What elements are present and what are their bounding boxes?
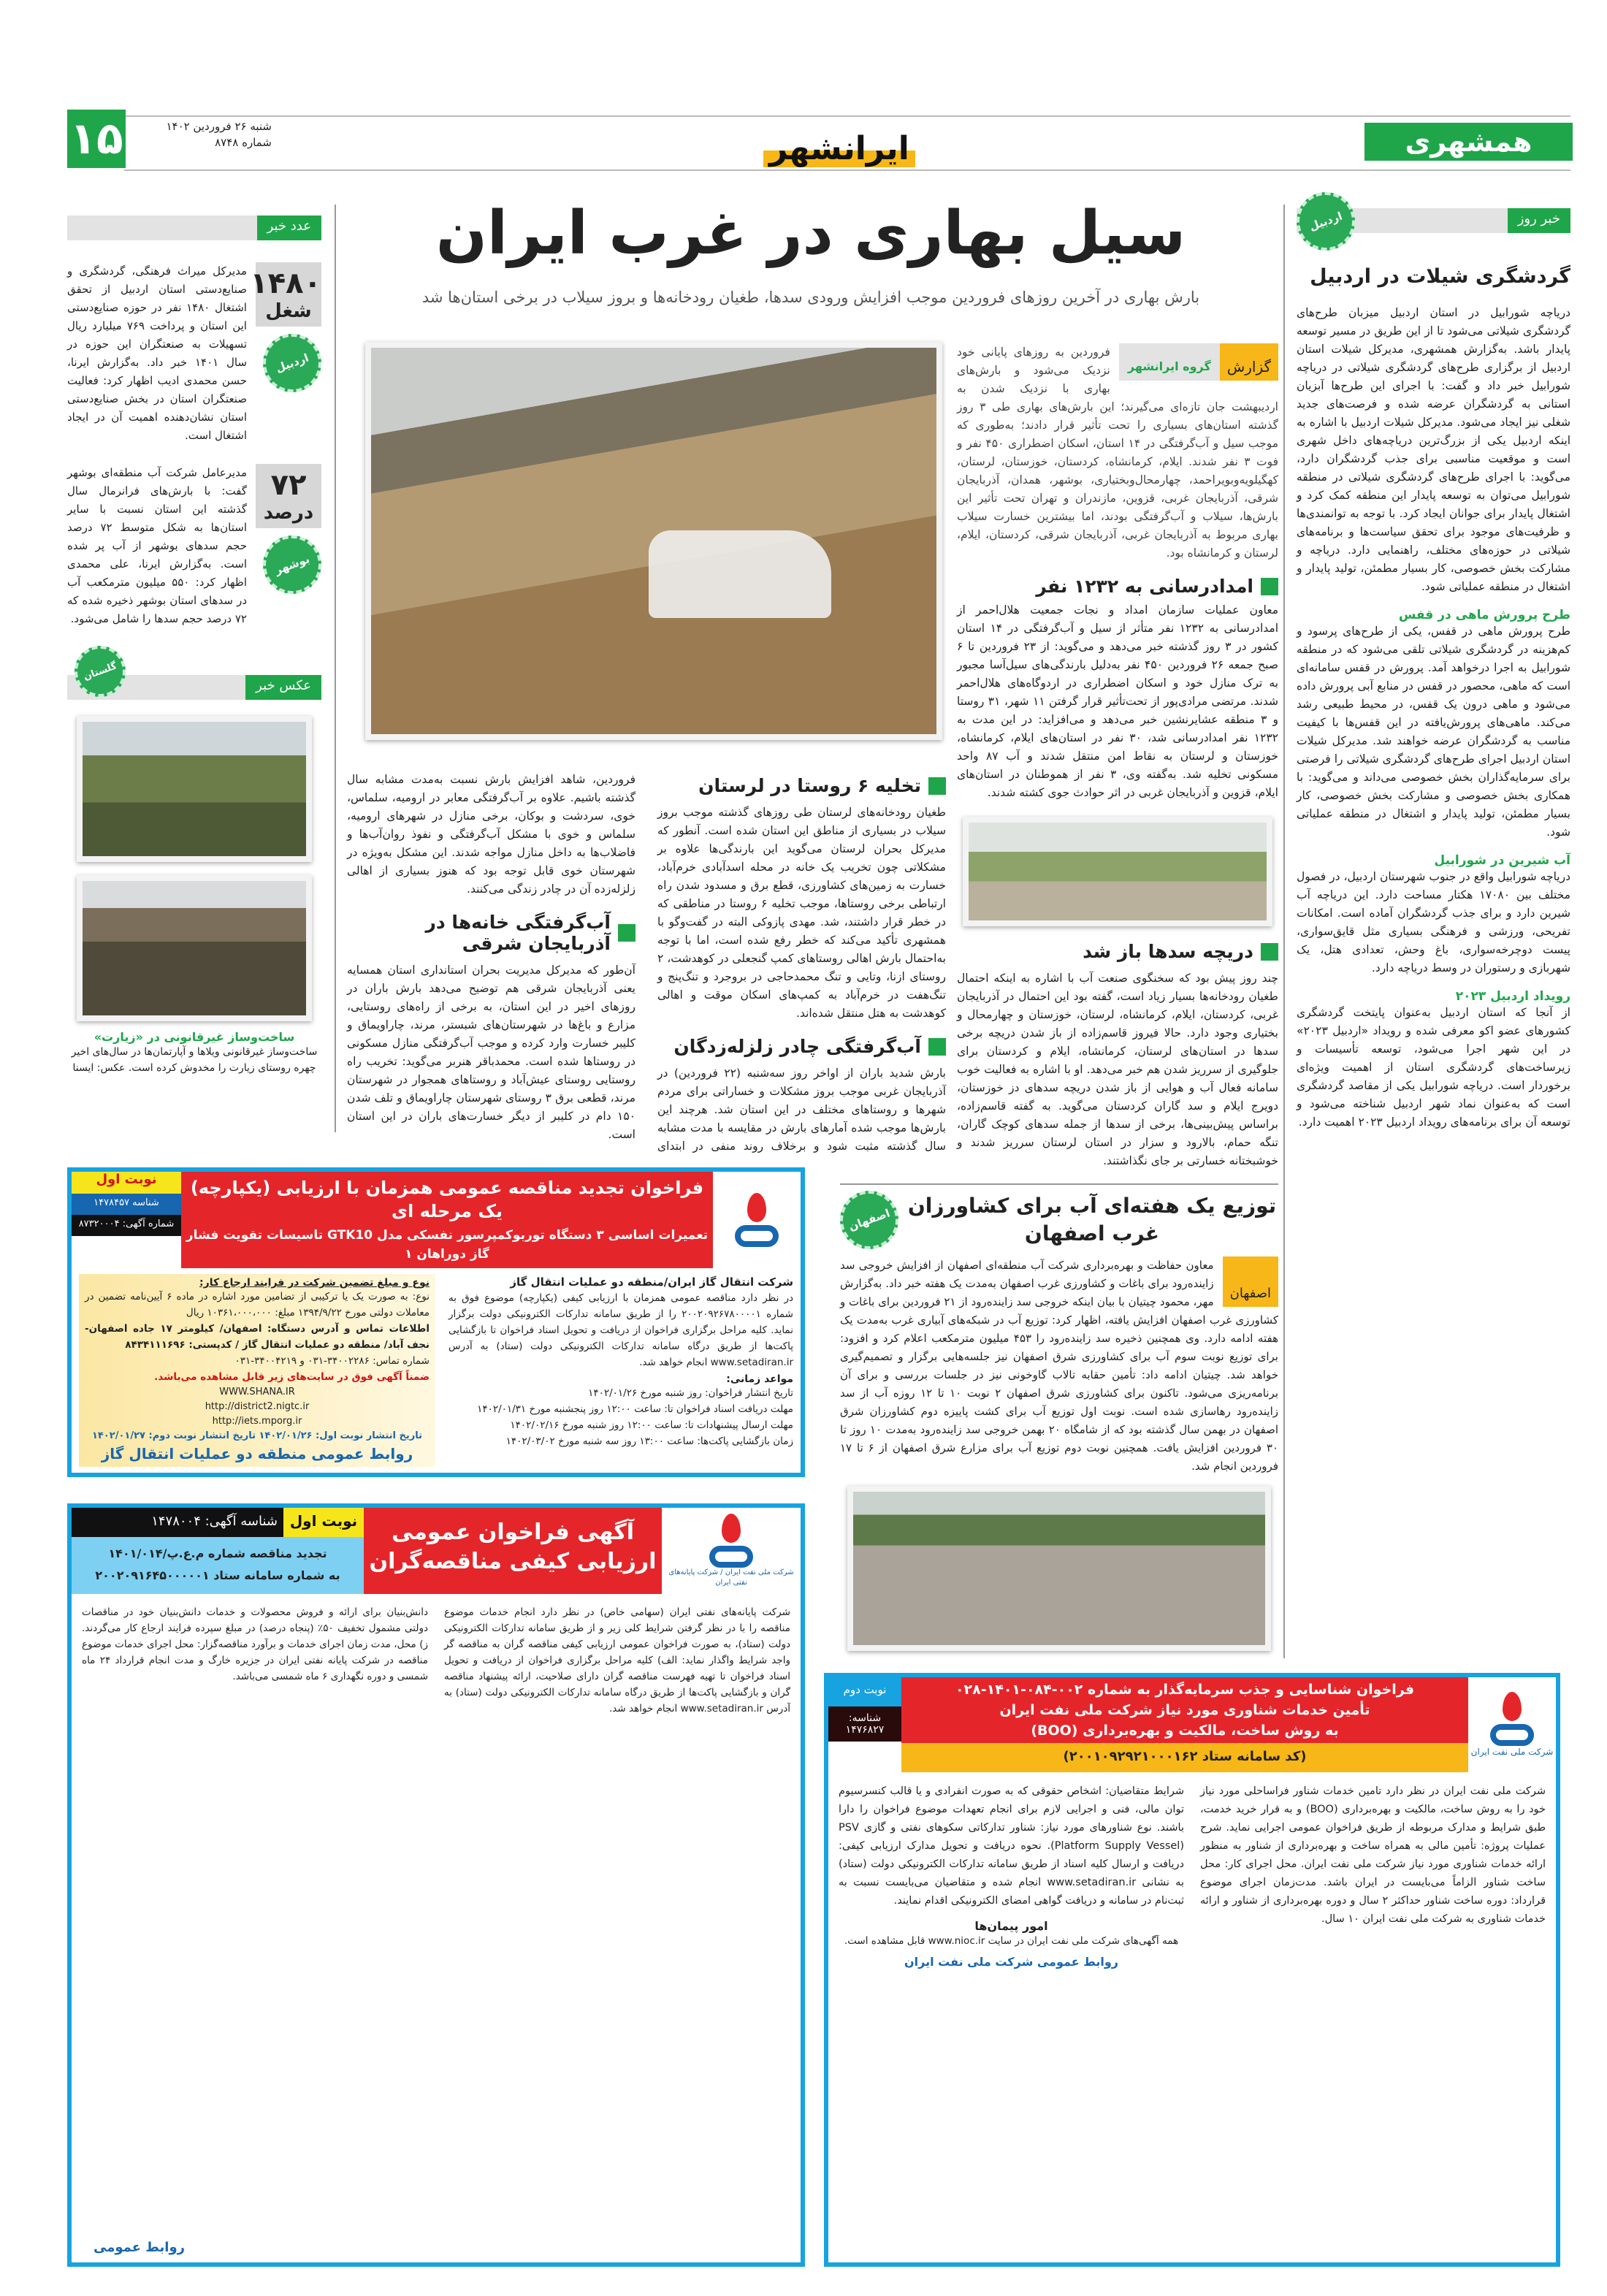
logo-text: شرکت ملی نفت ایران / شرکت پایانه‌های نفتی ایران (668, 1568, 794, 1587)
ad-links (85, 1385, 430, 1429)
date-value: ساعت ۱۳:۰۰ روز سه شنبه مورخ ۱۴۰۲/۰۳/۰۲ (505, 1435, 695, 1447)
setad-number: به شماره سامانه ستاد ۲۰۰۲۰۹۱۶۴۵۰۰۰۰۰۱ (95, 1568, 340, 1582)
seal-golestan: گلستان (67, 638, 133, 704)
date-label: تاریخ انتشار فراخوان: (705, 1387, 793, 1399)
byline: گروه ایرانشهر (1119, 343, 1220, 381)
label-text: عکس خبر (245, 675, 321, 700)
river-photo (847, 1486, 1271, 1651)
section-logo: ایرانشهر (763, 130, 915, 167)
flame-icon (747, 1193, 766, 1222)
paragraph: دریاچه شورابیل واقع در جنوب شهرستان اردبیل، در فصول مختلف بین ۱۷۰۸۰ هکتار مساحت دارد. این دریاچه آب شیرین دارد و برای جذب گردشگران آماده است. امکانات تفریحی، ورزشی و فرهنگی بسیاری مثل قایق‌سواری، پیست دوچرخه‌سواری، باغ وحش، تعدادی هتل، یک شهربازی و رستوران در وسط دریاچه دارد. (1297, 870, 1570, 975)
guarantee-text: نوع: به صورت یک یا ترکیبی از تضامین مورد اشاره در ماده ۶ آیین‌نامه تضمین در معاملات دولتی مورخ ۱۳۹۴/۹/۲۲ مبلغ: ۱۰۳۶۱،۰۰۰،۰۰۰ ریال (85, 1291, 430, 1319)
guarantee-title: نوع و مبلغ تضمین شرکت در فرایند ارجاع کار: (199, 1277, 430, 1289)
column-divider (1283, 205, 1285, 1658)
isfahan-article (840, 1183, 1278, 1651)
unit: درصد (263, 502, 314, 524)
article-title: گردشگری شیلات در اردبیل (1310, 265, 1570, 288)
kicker: اصفهان (1223, 1256, 1278, 1307)
ad-number: شماره آگهی: ۸۷۳۲۰۰۰۴ (72, 1215, 181, 1236)
caption-text: ساخت‌وساز غیرقانونی ویلاها و آپارتمان‌ها در سال‌های اخیر چهره روستای زیارت را مخدوش کرده است. عکس: ایسنا (71, 1046, 318, 1074)
link[interactable]: http://iets.mporg.ir (212, 1416, 302, 1427)
ad-oil-terminals (67, 1503, 805, 2267)
ad-text: در نظر دارد مناقصه عمومی همزمان با ارزیابی کیفی (یکپارچه) موضوع فوق به شماره ۲۰۰۲۰۹۲۶۷۸۰۰۰۰۱ را از طریق سامانه تدارکات الکترونیکی دولت برگزار نماید. کلیه مراحل برگزاری فراخوان از دریافت و تحویل اسناد فراخوان تا بازگشایی پاکت‌ها از طریق درگاه سامانه تدارکات الکترونیکی دولت (ستاد) به آدرس www.setadiran.ir انجام خواهد شد. (448, 1292, 793, 1368)
seal-ardabil: اردبیل (1289, 184, 1364, 259)
ad-text: دانش‌بنیان برای ارائه و فروش محصولات و خدمات دانش‌بنیان خود در مناقصات دولتی مشمول تخفیف ۵۰٪ (پنجاه درصد) در مبلغ سپرده فرایند ارجاع کار می‌گردند. ز) محل، مدت زمان اجرای خدمات و برآورد مناقصه‌گزار: محل اجرای خدمات موضوع مناقصه در شرکت پایانه نفتی ایران در جزیره خارگ و مدت انجام قرارداد ۲۴ ماه شمسی و دوره نگهداری ۶ ماه شمسی می‌باشد. (82, 1606, 428, 1682)
date-text: شنبه ۲۶ فروردین ۱۴۰۲ (166, 120, 272, 133)
logo-text: شرکت ملی نفت ایران (1470, 1747, 1554, 1757)
flame-icon (722, 1514, 741, 1543)
report-block (957, 343, 1278, 802)
ad-body (828, 1772, 1556, 1979)
ad-text: شرکت پایانه‌های نفتی ایران (سهامی خاص) در نظر دارد انجام خدمات موضوع مناقصه را با در نظر گرفتن شرایط کلی زیر و از طریق سامانه تدارکات الکترونیکی دولت (ستاد)، به صورت فراخوان عمومی ارزیابی کیفی مناقصه گران به مناقصه گر واجد شرایط واگذار نماید: الف) کلیه مراحل برگزاری فراخوان از دریافت و تحویل اسناد فراخوان تا تهیه فهرست مناقصه گران دارای صلاحیت، ارائه پیشنهاد مناقصه گران و بازگشایی پاکت‌ها از طریق درگاه سامانه تدارکات الکترونیکی دولت (ستاد) به آدرس www.setadiran.ir انجام خواهد شد. (444, 1606, 790, 1715)
subhead: طرح پرورش ماهی در قفس (1398, 608, 1570, 622)
left-column (67, 216, 321, 1076)
issue-date (133, 118, 272, 150)
ad-gas-tender (67, 1167, 805, 1477)
ad-id: شناسه ۱۴۷۸۴۵۷ (72, 1194, 181, 1215)
date-label: زمان بازگشایی پاکت‌ها: (697, 1435, 793, 1447)
ad-col-left (79, 1274, 435, 1467)
paragraph: چند روز پیش بود که سخنگوی صنعت آب با اشاره به اینکه احتمال طغیان رودخانه‌ها بسیار زیاد است، گفته بود این احتمال در آذربایجان غربی، کردستان، ایلام، کرمانشاه، لرستان، خوزستان و چهارمحال و بختیاری وجود دارد. حالا فیروز قاسم‌زاده از باز شدن دریچه برخی سدها در استان‌های لرستان، کرمانشاه، ایلام و کردستان برای جلوگیری از سرریز شدن هم خبر می‌دهد. او با اشاره به فعالیت خوب سامانه فعال آب و هوایی از باز شدن دریچه سدهای دز خوزستان، دویرج ایلام و سد گاران کردستان می‌گوید. به گفته قاسم‌زاده، براساس پیش‌بینی‌ها، برخی از سدها از جمله سدهای کوچک گاران، تنگه حمام، بالارود و سزار در استان لرستان سرریز شدند و خوشبختانه خسارتی بر جای نگذاشتند. (957, 972, 1278, 1167)
column-divider (335, 205, 336, 1132)
seal-bushehr: بوشهر (255, 527, 330, 603)
paragraph: معاون حفاظت و بهره‌برداری شرکت آب منطقه‌ای اصفهان از افزایش خروجی سد زاینده‌رود برای باغات و کشاورزی غرب اصفهان به‌مدت یک هفته خبر داد. به‌گزارش مهر، محمود چیتیان با بیان اینکه خروجی سد زاینده‌رود از ۲۱ فروردین برای باغات و کشاورزی غرب اصفهان افزایش یافته، اظهار کرد: توزیع آب در شبکه‌های آبیاری غرب به‌مدت یک هفته ادامه دارد. وی همچنین ذخیره سد زاینده‌رود را ۴۵۳ میلیون مترمکعب اعلام کرد و افزود: برای توزیع نوبت سوم آب برای کشاورزی شرق اصفهان نیز جلسه‌هایی برگزار و تصمیم‌گیری خواهد شد. چیتیان ادامه داد: تأمین حقابه تالاب گاوخونی نیز در جلسات بررسی و برای آن برنامه‌ریزی می‌شود. تاکنون برای کشاورزی شرق اصفهان ۲ نوبت ۱۰ تا ۱۲ روزه آب از سد زاینده‌رود رهاسازی شده است. نوبت اول توزیع آب برای کشت پاییزه دوم کشاورزان شرق اصفهان در بهمن سال گذشته بود که از شامگاه ۲۰ بهمن خروجی سد زاینده‌رود به‌مدت ۱۰ روز تا ۳۰ فروردین افزایش یافت. همچنین نوبت دوم توزیع آب برای مزارع شرق اصفهان از ۶ تا ۱۷ فروردین انجام شد. (840, 1259, 1279, 1473)
right-column (1297, 208, 1570, 1132)
car-in-flood (649, 530, 831, 618)
rings-icon (709, 1546, 753, 1568)
ad-meta (72, 1172, 181, 1268)
number-box (256, 464, 321, 528)
dams-block (957, 941, 1278, 1170)
ad-footer: روابط عمومی شرکت ملی نفت ایران (904, 1955, 1118, 1969)
section-rule (840, 1183, 1278, 1185)
ad-round: نوبت اول (283, 1508, 364, 1537)
date-value: ساعت ۱۲:۰۰ روز پنجشنبه مورخ ۱۴۰۲/۰۱/۳۱ (477, 1403, 661, 1415)
rings-icon (1490, 1724, 1534, 1746)
ad-title-box (181, 1172, 713, 1268)
paragraph: مدیرعامل شرکت آب منطقه‌ای بوشهر گفت: با بارش‌های فرانرمال سال گذشته این استان نسبت با سایر استان‌ها به شکل متوسط ۷۲ درصد حجم سدهای بوشهر از آب پر شده است. به‌گزارش ایرنا، علی محمدی اظهار کرد: ۵۵۰ میلیون مترمکعب آب در سدهای استان بوشهر ذخیره شده که ۷۲ درصد حجم سدها را شامل می‌شود. (67, 466, 247, 625)
isfahan-head (840, 1191, 1278, 1249)
ad-col-right (448, 1274, 793, 1467)
header-rule-top (124, 115, 1570, 117)
subhead: آب شیرین در شورابیل (1434, 853, 1570, 868)
issue-number: شماره ۸۷۴۸ (215, 136, 272, 149)
news-photo-construction (77, 875, 312, 1021)
ad-meta (828, 1677, 901, 1772)
title-line: تأمین خدمات شناوری مورد نیاز شرکت ملی نفت ایران (999, 1702, 1370, 1718)
ad-title-box (901, 1677, 1468, 1772)
date-value: ساعت ۱۲:۰۰ روز شنبه مورخ ۱۴۰۲/۰۲/۱۶ (510, 1419, 682, 1431)
dates-title: مواعد زمانی: (726, 1373, 793, 1385)
ad-nioc-investor (824, 1673, 1560, 2267)
page-number: ۱۵ (67, 110, 126, 168)
paragraph: مدیرکل میراث فرهنگی، گردشگری و صنایع‌دستی استان اردبیل از تحقق اشتغال ۱۴۸۰ نفر در حوزه صنایع‌دستی این استان و پرداخت ۷۶۹ میلیارد ریال تسهیلات به صنعتگران این حوزه در سال ۱۴۰۱ خبر داد. به‌گزارش ایرنا، حسن محمدی ادیب اظهار کرد: فعالیت صنعتگران استان در بخش صنایع‌دستی استان نشان‌دهنده اهمیت آن در ایجاد اشتغال است. (67, 264, 247, 442)
nioc-logo (1468, 1677, 1556, 1772)
subhead: رویداد اردبیل ۲۰۲۳ (1455, 989, 1570, 1004)
subhead: آب‌گرفتگی چادر زلزله‌زدگان (657, 1036, 946, 1057)
subhead: آب‌گرفتگی خانه‌ها در آذربایجان شرقی (347, 912, 635, 954)
nioc-logo (662, 1508, 801, 1594)
subhead: امدادرسانی به ۱۲۳۲ نفر (957, 576, 1278, 597)
ad-col-left (839, 1782, 1184, 1969)
publish-dates: تاریخ انتشار نوبت اول: ۱۴۰۲/۰۱/۲۶ تاریخ انتشار نوبت دوم: ۱۴۰۲/۰۱/۲۷ (91, 1430, 423, 1441)
paragraph: بارش شدید باران از اواخر روز سه‌شنبه (۲۲ فروردین) در آذربایجان غربی موجب بروز مشکلات و خساراتی برای مردم شهرها و روستاهای مختلف در این استان شد. هرچند این بارش‌ها موجب شده آمارهای بارش در مقایسه با مدت مشابه سال گذشته مثبت شود و برخلاف روند منفی در ابتدای فروردین، شاهد افزایش بارش نسبت به‌مدت مشابه سال گذشته باشیم. علاوه بر آب‌گرفتگی معابر در ارومیه، سلماس، خوی، سردشت و بوکان، برخی منازل در شهرهای ارومیه، سلماس و خوی با مشکل آب‌گرفتگی و نفوذ روان‌آب‌ها و فاضلاب‌ها به داخل منازل مواجه شدند. این مشکل به‌ویژه در شهرستان خوی قابل توجه بود که هنوز بسیاری از اهالی زلزله‌زده آن در چادر زندگی می‌کنند. (347, 773, 946, 1153)
contact-info: اطلاعات تماس و آدرس دستگاه: اصفهان/ کیلومتر ۱۷ جاده اصفهان-نجف آباد/ منطقه دو عملیات انتقال گاز / کدپستی: ۸۴۳۴۱۱۱۶۹۶ (85, 1323, 430, 1351)
kicker: گزارش (1220, 343, 1278, 381)
seal-isfahan: اصفهان (832, 1183, 907, 1258)
label-text: خبر روز (1508, 208, 1570, 233)
subhead: دریچه سدها باز شد (957, 941, 1278, 962)
seal-ardabil: اردبیل (255, 326, 330, 401)
number: ۷۲ (270, 468, 307, 502)
ad-header (828, 1677, 1556, 1772)
ad-footer: روابط عمومی (93, 2240, 186, 2255)
link[interactable]: WWW.SHANA.IR (219, 1387, 295, 1397)
section-label (1297, 208, 1570, 233)
ad-text: شرکت ملی نفت ایران در نظر دارد تامین خدمات شناور فراساحلی مورد نیاز خود را به روش ساخت، مالکیت و بهره‌برداری (BOO) و به قرار خرید خدمت، طبق شرایط و مدارک مربوطه از طریق فراخوان عمومی اجرایی نماید. شرح عملیات پروژه: تأمین مالی به همراه ساخت و بهره‌برداری از شناور به منظور ارائه خدمات شناوری مورد نیاز شرکت ملی نفت ایران. محل اجرای کار: محل ساخت شناور الزاماً می‌بایست در ایران باشد. مدت‌زمان اجرای موضوع قرارداد: دوره ساخت شناور حداکثر ۲ سال و دوره بهره‌برداری از شناور و ارائه خدمات شناوری به شرکت ملی نفت ایران ۱۰ سال. (1200, 1785, 1546, 1925)
title-line: به روش ساخت، مالکیت و بهره‌برداری (BOO) (1031, 1723, 1339, 1739)
ad-title: فراخوان تجدید مناقصه عمومی همزمان با ارزیابی (یکپارچه) یک مرحله ای (190, 1178, 704, 1221)
paragraph: از آنجا که استان اردبیل به‌عنوان پایتخت گردشگری کشورهای عضو اکو معرفی شده و رویداد «اردبیل ۲۰۲۳» در این شهر اجرا می‌شود، توسعه تأسیسات و زیرساخت‌های گردشگری استان از اهمیت ویژه‌ای برخوردار است. دریاچه شورابیل یکی از مقاصد گردشگری است که به‌عنوان نماد شهر اردبیل شناخته می‌شود و توسعه آن برای برنامه‌های رویداد اردبیل ۲۰۲۳ اهمیت دارد. (1297, 1006, 1570, 1129)
main-headline: سیل بهاری در غرب ایران (435, 199, 1186, 268)
news-photo-village (77, 716, 312, 862)
date-label: مهلت ارسال پیشنهادات تا: (684, 1419, 793, 1431)
flame-icon (1503, 1692, 1522, 1721)
note: ضمناً آگهی فوق در سایت‌های زیر قابل مشاهده می‌باشد. (154, 1371, 430, 1383)
lower-columns (347, 771, 946, 1156)
ad-round: نوبت دوم (828, 1677, 901, 1706)
lead-paragraph: فروردین به روزهای پایانی خود نزدیک می‌شود و بارش‌های بهاری با نزدیک شدن به اردیبهشت جان تازه‌ای می‌گیرند؛ این بارش‌های بهاری طی ۳ روز گذشته استان‌های بسیاری را تحت تأثیر قرار دادند؛ به‌طوری که موجب سیل و آب‌گرفتگی در ۱۴ استان، اسکان اضطراری ۴۵۰ نفر و فوت ۳ نفر شدند. ایلام، کرمانشاه، کردستان، خوزستان، لرستان، کهگیلویه‌وبویراحمد، چهارمحال‌وبختیاری، بوشهر، همدان، آذربایجان شرقی، آذربایجان غربی، قزوین، مازندران و تهران تحت تأثیر این بارش‌ها، سیلاب و آب‌گرفتگی بودند، اما بیشترین خسارت سیلاب بهاری مربوط به آذربایجان غربی، آذربایجان شرقی، کردستان، ایلام، لرستان و کرمانشاه بود. (957, 346, 1279, 560)
phone: شماره تماس: ۳۴۰۰۲۲۸۶-۰۳۱ و ۳۴۰۰۴۲۱۹-۰۳۱ (234, 1355, 430, 1367)
road-photo (963, 817, 1272, 926)
link[interactable]: http://district2.nigtc.ir (205, 1401, 310, 1412)
ad-id: شناسه: ۱۴۷۶۸۲۷ (828, 1706, 901, 1742)
section-label (67, 660, 321, 700)
caption-title: ساخت‌وساز غیرقانونی در «زیارت» (93, 1030, 295, 1044)
ad-text: شرایط متقاضیان: اشخاص حقوقی که به صورت انفرادی و یا قالب کنسرسیوم توان مالی، فنی و اجرایی لازم برای انجام تعهدات موضوع فراخوان را دارا باشند. نوع شناورهای مورد نیاز: شناور تدارکاتی سکوهای نفتی و گازی PSV (Platform Supply Vessel). نحوه دریافت و تحویل مدارک ارزیابی کیفی: دریافت و ارسال کلیه اسناد از طریق سامانه تدارکات الکترونیکی دولت (ستاد) به نشانی www.setadiran.ir انجام شده و متقاضیان می‌بایست نسبت به ثبت‌نام در سامانه و دریافت گواهی امضای الکترونیکی اقدام نمایند. (839, 1785, 1184, 1907)
paragraph: طغیان رودخانه‌های لرستان طی روزهای گذشته موجب بروز سیلاب در بسیاری از مناطق این استان شده است. آنطور که مدیرکل بحران لرستان می‌گوید این بارندگی‌ها علاوه بر مشکلاتی چون تخریب یک خانه در محله اسدآبادی خرم‌آباد، خسارت به زمین‌های کشاورزی، قطع برق و مسدود شدن راه ارتباطی برخی روستاها، موجب تخلیه ۶ روستا در مناطقی که در خطر قرار داشتند، شد. مهدی پازوکی البته در گفت‌وگو با همشهری تأکید می‌کند که خطر رفع شده است، اما با توجه به‌احتمال بارش اهالی روستاهای کمپ گنجعلی در کوهدشت، ۲ روستای ازنا، وتایی و تنگ محمدحاجی در بروجرد و تنگ‌پنج و تنگ‌هفت در خرم‌آباد به کمپ‌های اسکان موقت و اهالی کوهدشت به هتل منتقل شده‌اند. (657, 806, 946, 1020)
title-line: فراخوان شناسایی و جذب سرمایه‌گذار به شماره ۰۰۲-۰۸۴-۱۴۰۱-۰۲۸ (955, 1682, 1415, 1698)
paragraph: آن‌طور که مدیرکل مدیریت بحران استانداری استان همسایه یعنی آذربایجان شرقی هم توضیح می‌دهد بارش باران در روزهای اخیر در این استان، به برخی از راه‌های روستایی، مزارع و باغ‌ها در شهرستان‌های شبستر، مرند، چاراویماق و کلیبر خسارت وارد کرده و موجب آب‌گرفتگی منازل مسکونی در روستاها شده است. محمدباقر هنربر می‌گوید: تخریب راه روستایی روستای عیش‌آباد و روستاهای همجوار در شهرستان مرند، قطعی برق ۳ روستای شهرستان چاراویماق و تلف شدن ۱۵۰ دام در کلیبر از دیگر خسارت‌های باران در این استان است. (347, 964, 635, 1141)
contact-title: امور پیمان‌ها (974, 1919, 1048, 1933)
number-box (250, 262, 321, 327)
main-subtitle: بارش بهاری در آخرین روزهای فروردین موجب افزایش ورودی سدها، طغیان رودخانه‌ها و بروز سیلاب در برخی استان‌ها شد (421, 289, 1200, 306)
date-label: مهلت دریافت اسناد فراخوان تا: (664, 1403, 793, 1415)
number-item (67, 464, 321, 628)
label-text: عدد خبر (257, 216, 321, 240)
photo-caption (67, 1030, 321, 1076)
ad-id: شناسه آگهی: ۱۴۷۸۰۰۴ (72, 1508, 283, 1537)
ad-meta (72, 1508, 364, 1594)
paragraph: طرح پرورش ماهی در قفس، یکی از طرح‌های پرسود و کم‌هزینه در گردشگری شیلاتی تلقی می‌شود که در منطقه شورابیل به اجرا درخواهد آمد. پرورش در قفس سامانه‌ای است که ماهی، محصور در قفس در منابع آبی پرورش داده می‌شود و ماهی درون یک قفس، در محیط طبیعی رشد می‌کند. ماهی‌های پرورش‌یافته در این قفس‌ها با کیفیت مناسب به گردشگران عرضه خواهند شد. مدیرکل شیلات استان اردبیل اجرای طرح‌های گردشگری شیلاتی را فرصتی برای سرمایه‌گذاران بخش خصوصی می‌داند و می‌گوید: با همکاری بخش خصوصی و مشارکت بخش خصوصی، کار بسیار مطمئن، تولید پایدار و اشتغال در منطقه عملیاتی شود. (1297, 625, 1570, 839)
ad-header (72, 1172, 801, 1268)
ad-footer: روابط عمومی منطقه دو عملیات انتقال گاز (101, 1445, 413, 1462)
report-kicker (1119, 343, 1278, 381)
ad-body (72, 1268, 801, 1473)
tender-number: تجدید مناقصه شماره م.ع.پ/۱۴۰۱/۰۱۴ (108, 1546, 327, 1560)
article-title: توزیع یک هفته‌ای آب برای کشاورزان غرب اصفهان (907, 1194, 1277, 1246)
setad-code: (کد سامانه ستاد ۲۰۰۱۰۹۲۹۲۱۰۰۰۱۶۲) (901, 1743, 1468, 1772)
ad-subtitle: تعمیرات اساسی ۳ دستگاه توربوکمپرسور نفسکی مدل GTK10 تاسیسات تقویت فشار گاز دوراهان ۱ (186, 1228, 709, 1262)
newspaper-logo: همشهری (1364, 123, 1573, 161)
ad-title (901, 1677, 1468, 1743)
unit: شغل (265, 300, 312, 322)
gas-company-logo (713, 1172, 801, 1268)
header-rule-bottom (124, 169, 1570, 171)
ad-refs (72, 1537, 364, 1594)
number: ۱۴۸۰ (250, 267, 321, 300)
contact-text: همه آگهی‌های شرکت ملی نفت ایران در سایت www.nioc.ir قابل مشاهده است. (844, 1935, 1179, 1947)
dates-list (448, 1385, 793, 1449)
flood-photo (365, 342, 942, 740)
report-column (957, 343, 1278, 1170)
ad-header (72, 1508, 801, 1594)
ad-title: آگهی فراخوان عمومی ارزیابی کیفی مناقصه‌گران (364, 1508, 662, 1594)
ad-company: شرکت انتقال گاز ایران/منطقه دو عملیات انتقال گاز (510, 1275, 793, 1289)
subhead: تخلیه ۶ روستا در لرستان (657, 775, 946, 796)
section-label (67, 216, 321, 240)
number-item (67, 262, 321, 445)
article-intro: دریاچه شورابیل در استان اردبیل میزبان طرح‌های گردشگری شیلاتی می‌شود تا از این طریق در مسیر توسعه پایدار باشد. به‌گزارش همشهری، مدیرکل شیلات استان اردبیل از برگزاری طرح‌های گردشگری شیلاتی در دریاچه شورابیل خبر داد و گفت: با اجرای این طرح‌ها آبزیان استانی به گردشگران عرضه شده و فرصت‌های جدید شغلی نیز ایجاد می‌شود. مدیرکل شیلات اردبیل با اشاره به اینکه اردبیل یکی از بزرگ‌ترین دریاچه‌های داخل شهری است و موقعیت مناسبی برای جذب گردشگران دارد، می‌گوید: با اجرای طرح‌های گردشگری شیلاتی در منطقه شورابیل می‌توان به توسعه پایدار این منطقه کمک کرد و اشتغال پایدار برای جوانان ایجاد کرد. با توجه به توانمندی‌ها و ظرفیت‌های موجود برای تحقق سیاست‌ها و برنامه‌های شیلاتی در حوزه‌های مختلف، راهنمایی دارد. دریاچه و مشارکت بخش خصوصی، کار بسیار مطمئن، تولید پایدار و اشتغال در منطقه عملیاتی شود. (1297, 306, 1570, 593)
paragraph: معاون عملیات سازمان امداد و نجات جمعیت هلال‌احمر از امدادرسانی به ۱۲۳۲ نفر متأثر از سیل و آب‌گرفتگی در ۱۴ استان کشور در ۳ روز گذشته خبر می‌دهد و می‌گوید: از ۲۳ فروردین تا ۶ صبح جمعه ۲۶ فروردین ۴۵۰ نفر به‌دلیل بارندگی‌های سیل‌آسا مجبور به ترک منازل خود و اسکان اضطراری در اردوگاه‌های هلال‌احمر شدند. مرتضی مرادی‌پور از تحت‌تأثیر قرار گرفتن ۱۱ شهر، ۳۱ روستا و ۳ منطقه عشایرنشین خبر می‌دهد و می‌افزاید: در این مدت به ۱۲۳۲ نفر امدادرسانی شد، ۳۰ نفر در استان‌های ایلام، کرمانشاه، خوزستان و لرستان به نقاط امن منتقل شدند و آب ۸۷ واحد مسکونی تخلیه شد. به‌گفته وی، ۳ نفر از هموطنان در استان‌های ایلام، قزوین و آذربایجان غربی در اثر حوادث جوی کشته شدند. (957, 603, 1278, 799)
ad-body (72, 1594, 801, 1727)
date-value: روز شنبه مورخ ۱۴۰۲/۰۱/۲۶ (588, 1387, 702, 1399)
rings-icon (735, 1225, 779, 1247)
meta-row (72, 1508, 364, 1537)
ad-round: نوبت اول (72, 1172, 181, 1194)
